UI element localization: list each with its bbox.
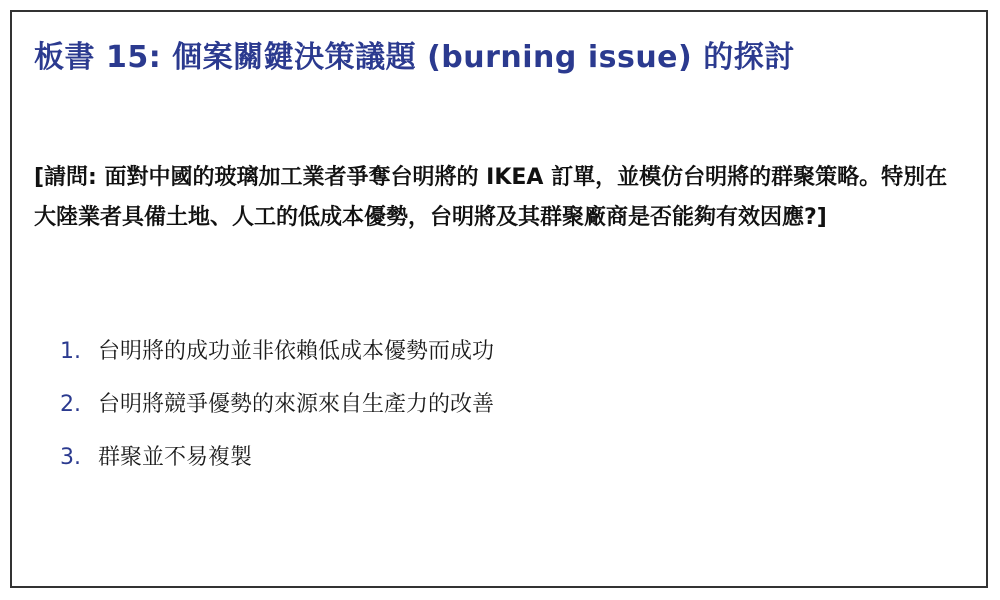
answer-list bbox=[60, 338, 494, 497]
list-item-number: 3. bbox=[60, 445, 81, 470]
slide-title: 板書 15: 個案關鍵決策議題 (burning issue) 的探討 bbox=[34, 40, 795, 75]
list-item-number: 2. bbox=[60, 392, 81, 417]
slide-frame bbox=[10, 10, 988, 588]
list-item bbox=[60, 338, 494, 365]
list-item-text: 台明將的成功並非依賴低成本優勢而成功 bbox=[98, 339, 495, 364]
list-item-text: 群聚並不易複製 bbox=[98, 445, 253, 470]
list-item bbox=[60, 444, 494, 471]
discussion-question: [請問: 面對中國的玻璃加工業者爭奪台明將的 IKEA 訂單，並模仿台明將的群聚策略。特別在大陸業者具備土地、人工的低成本優勢，台明將及其群聚廠商是否能夠有效因應?] bbox=[34, 165, 948, 230]
list-item bbox=[60, 391, 494, 418]
list-item-number: 1. bbox=[60, 339, 81, 364]
list-item-text: 台明將競爭優勢的來源來自生產力的改善 bbox=[98, 392, 495, 417]
